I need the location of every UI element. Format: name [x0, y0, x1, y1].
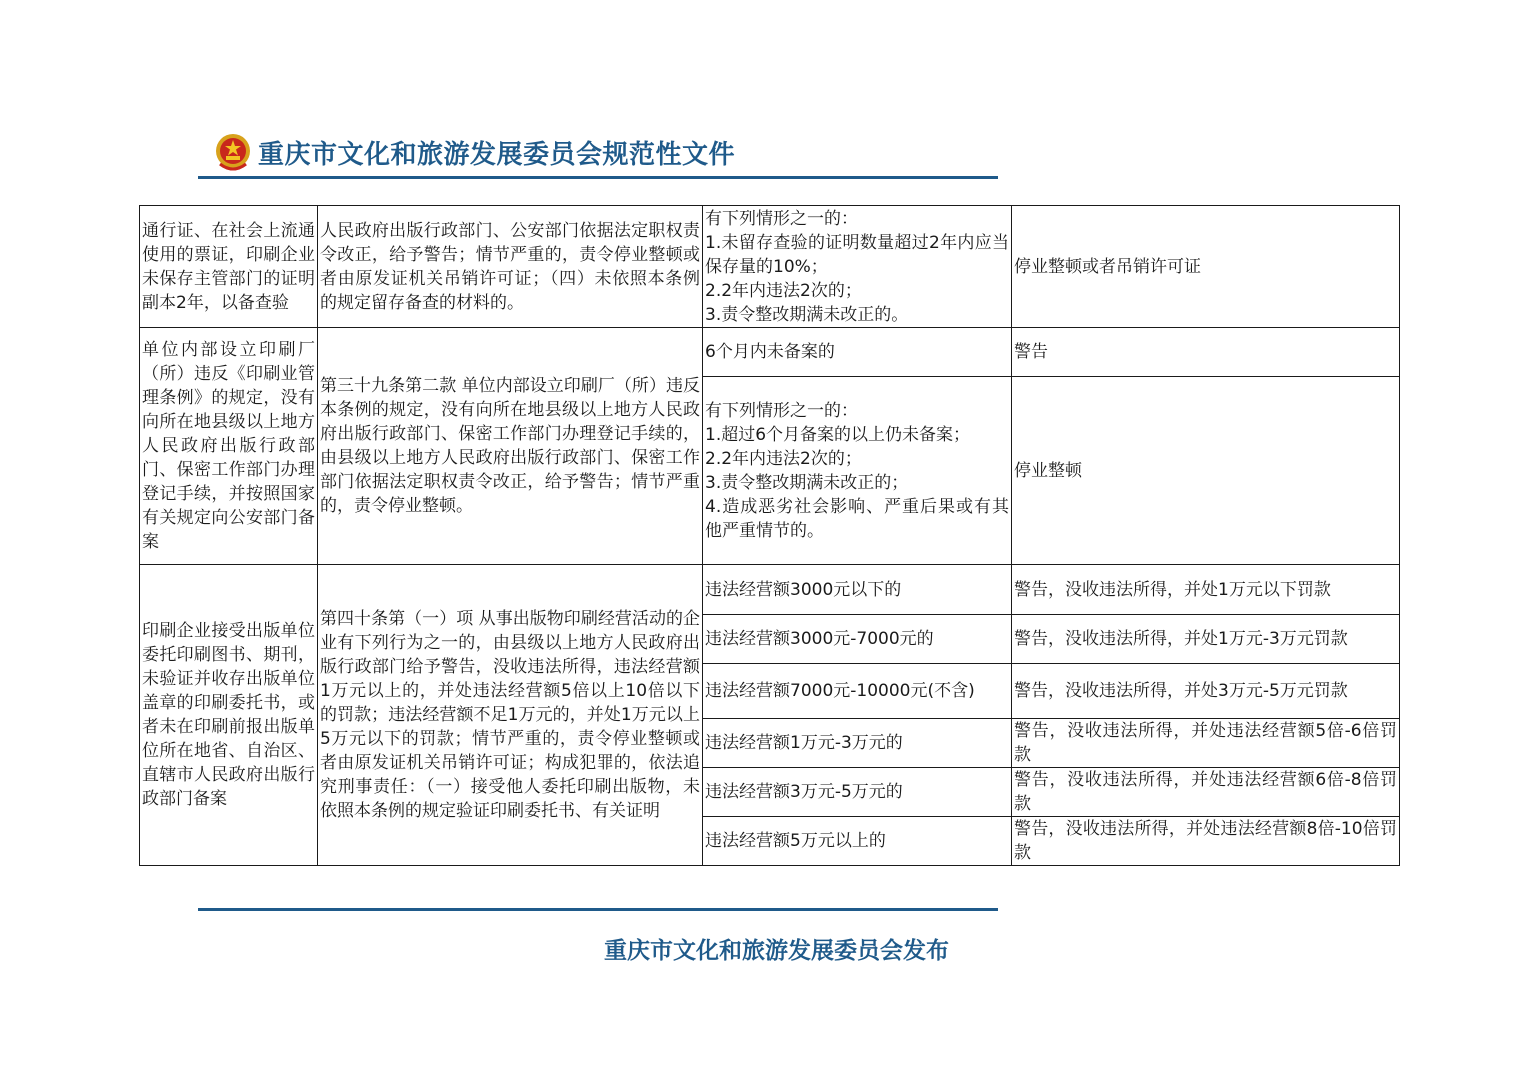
violation-cell: 通行证、在社会上流通使用的票证，印刷企业未保存主管部门的证明副本2年，以备查验	[140, 206, 318, 328]
violation-cell: 单位内部设立印刷厂（所）违反《印刷业管理条例》的规定，没有向所在地县级以上地方人民政府出版行政部门、保密工作部门办理登记手续，并按照国家有关规定向公安部门备案	[140, 328, 318, 565]
penalty-standards-table	[139, 205, 1400, 866]
circumstance-cell: 违法经营额3000元以下的	[703, 565, 1012, 615]
circumstance-line: 3.责令整改期满未改正的。	[705, 304, 909, 325]
circumstance-line: 2.2年内违法2次的；	[705, 280, 862, 301]
circumstance-cell: 违法经营额1万元-3万元的	[703, 719, 1012, 768]
legal-basis-cell: 第三十九条第二款 单位内部设立印刷厂（所）违反本条例的规定，没有向所在地县级以上地方人民政府出版行政部门、保密工作部门办理登记手续的，由县级以上地方人民政府出版行政部门、保密工作部门依据法定职权责令改正，给予警告；情节严重的，责令停业整顿。	[318, 328, 703, 565]
penalty-cell: 警告，没收违法所得，并处1万元以下罚款	[1012, 565, 1400, 615]
circumstance-cell: 违法经营额7000元-10000元(不含)	[703, 664, 1012, 719]
legal-basis-cell: 第四十条第（一）项 从事出版物印刷经营活动的企业有下列行为之一的，由县级以上地方人民政府出版行政部门给予警告，没收违法所得，违法经营额1万元以上的，并处违法经营额5倍以上10倍以下的罚款；违法经营额不足1万元的，并处1万元以上5万元以下的罚款；情节严重的，责令停业整顿或者由原发证机关吊销许可证；构成犯罪的，依法追究刑事责任：（一）接受他人委托印刷出版物，未依照本条例的规定验证印刷委托书、有关证明	[318, 565, 703, 866]
penalty-cell: 警告，没收违法所得，并处违法经营额8倍-10倍罚款	[1012, 817, 1400, 866]
table-row	[140, 206, 1400, 328]
penalty-cell: 警告，没收违法所得，并处违法经营额5倍-6倍罚款	[1012, 719, 1400, 768]
table-row	[140, 328, 1400, 377]
circumstance-cell	[703, 206, 1012, 328]
circumstance-line: 1.未留存查验的证明数量超过2年内应当保存量的10%；	[705, 232, 1009, 277]
footer-divider	[198, 908, 998, 911]
circumstance-line: 2.2年内违法2次的；	[705, 448, 862, 469]
penalty-cell: 警告，没收违法所得，并处3万元-5万元罚款	[1012, 664, 1400, 719]
circumstance-cell: 6个月内未备案的	[703, 328, 1012, 377]
document-header-title: 重庆市文化和旅游发展委员会规范性文件	[258, 140, 736, 170]
circumstance-line: 4.造成恶劣社会影响、严重后果或有其他严重情节的。	[705, 496, 1009, 541]
circumstance-cell	[703, 377, 1012, 565]
penalty-cell: 停业整顿或者吊销许可证	[1012, 206, 1400, 328]
penalty-cell: 停业整顿	[1012, 377, 1400, 565]
table-row	[140, 565, 1400, 615]
penalty-cell: 警告，没收违法所得，并处1万元-3万元罚款	[1012, 615, 1400, 664]
circumstance-line: 有下列情形之一的：	[705, 400, 858, 421]
violation-cell: 印刷企业接受出版单位委托印刷图书、期刊，未验证并收存出版单位盖章的印刷委托书，或者未在印刷前报出版单位所在地省、自治区、直辖市人民政府出版行政部门备案	[140, 565, 318, 866]
circumstance-cell: 违法经营额3万元-5万元的	[703, 768, 1012, 817]
penalty-cell: 警告	[1012, 328, 1400, 377]
circumstance-line: 1.超过6个月备案的以上仍未备案；	[705, 424, 971, 445]
national-emblem-icon	[214, 132, 252, 172]
header-divider	[198, 176, 998, 179]
circumstance-line: 有下列情形之一的：	[705, 208, 858, 229]
document-footer-title: 重庆市文化和旅游发展委员会发布	[604, 937, 949, 964]
circumstance-line: 3.责令整改期满未改正的；	[705, 472, 909, 493]
penalty-cell: 警告，没收违法所得，并处违法经营额6倍-8倍罚款	[1012, 768, 1400, 817]
circumstance-cell: 违法经营额5万元以上的	[703, 817, 1012, 866]
legal-basis-cell: 人民政府出版行政部门、公安部门依据法定职权责令改正，给予警告；情节严重的，责令停业整顿或者由原发证机关吊销许可证；（四）未依照本条例的规定留存备查的材料的。	[318, 206, 703, 328]
circumstance-cell: 违法经营额3000元-7000元的	[703, 615, 1012, 664]
